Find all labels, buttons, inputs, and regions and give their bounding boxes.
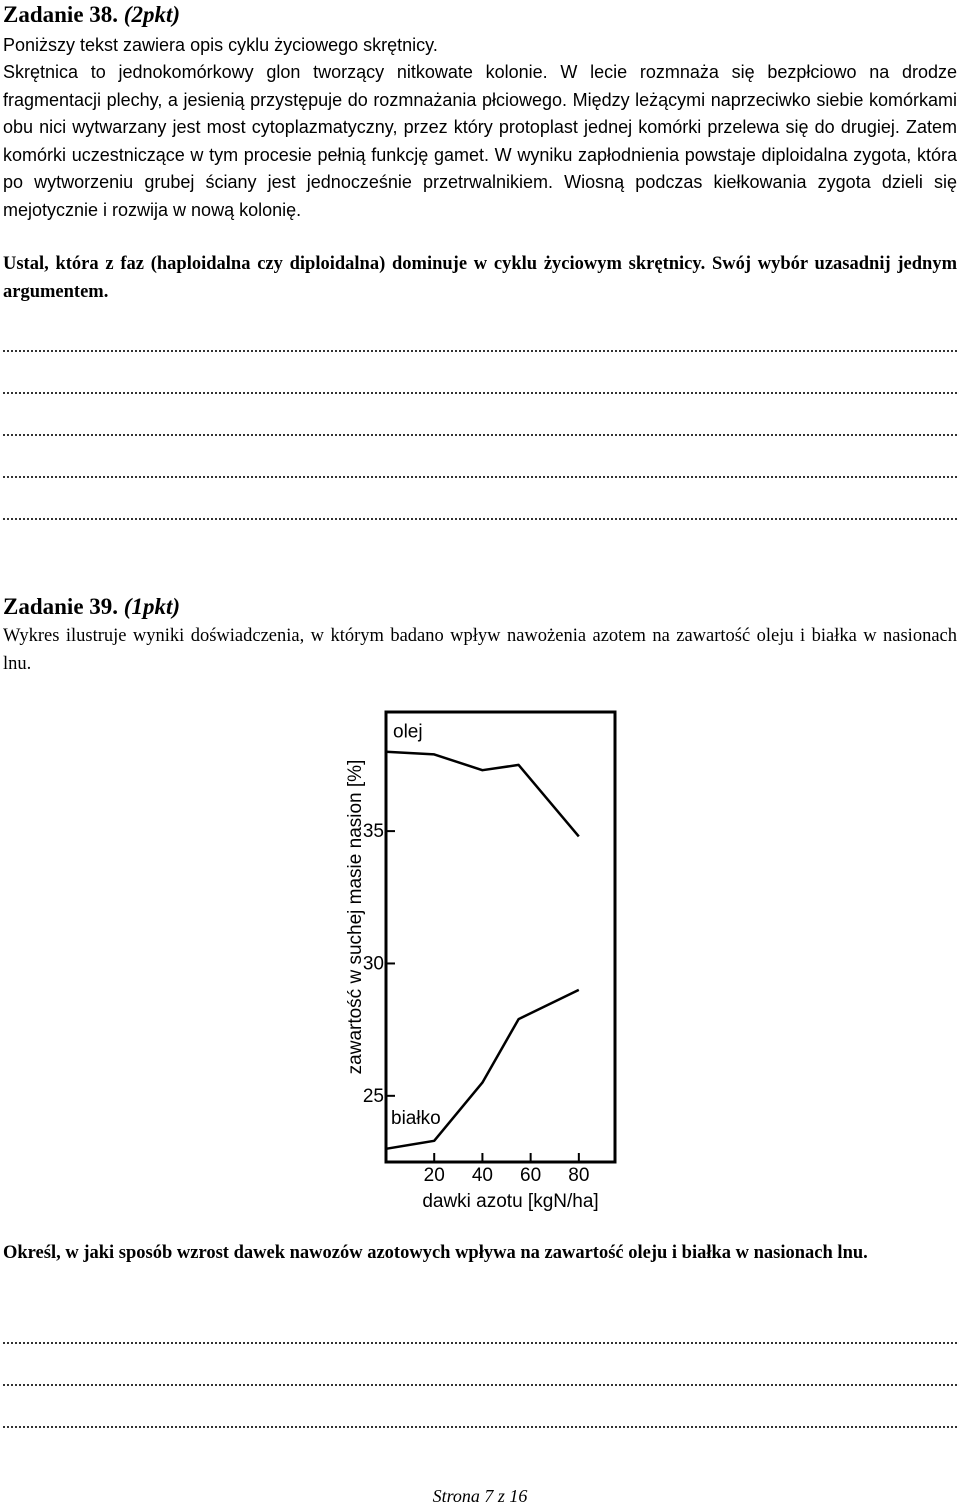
answer-line-39-2[interactable] (3, 1374, 957, 1386)
task-39-question: Określ, w jaki sposób wzrost dawek nawozów azotowych wpływa na zawartość oleju i białka w nasionach lnu. (3, 1243, 868, 1263)
nitrogen-chart (330, 700, 630, 1215)
x-tick-label-80: 80 (568, 1165, 590, 1186)
y-axis-label: zawartość w suchej masie nasion [%] (345, 759, 366, 1075)
x-tick-label-20: 20 (423, 1165, 445, 1186)
answer-line-38-5[interactable] (3, 508, 957, 520)
y-tick-label-30: 30 (362, 953, 384, 975)
task-39-heading (3, 594, 180, 620)
task-39-title: Zadanie 39. (3, 594, 119, 619)
x-tick-label-40: 40 (471, 1165, 493, 1186)
x-axis-label: dawki azotu [kgN/ha] (422, 1191, 599, 1212)
series-label-bialko: białko (391, 1107, 441, 1129)
page-number: Strona 7 z 16 (432, 1486, 528, 1506)
answer-line-39-1[interactable] (3, 1332, 957, 1344)
answer-line-38-1[interactable] (3, 340, 957, 352)
answer-line-38-2[interactable] (3, 382, 957, 394)
task-38-points: (2pkt) (123, 2, 180, 27)
task-38-text: Skrętnica to jednokomórkowy glon tworzący nitkowate kolonie. W lecie rozmnaża się bezpłciowo na drodze fragmentacji plechy, a jesienią przystępuje do rozmnażania płciowego. Między leżącymi naprzeciwko siebie komórkami obu nici wytwarzany jest most cytoplazmatyczny, przez który protoplast jednej komórki przelewa się do drugiej. Zatem komórki uczestniczące w tym procesie pełnią funkcję gamet. W wyniku zapłodnienia powstaje diploidalna zygota, która po wytworzeniu grubej ściany jest jednocześnie przetrwalnikiem. Wiosną podczas kiełkowania zygota dzieli się mejotycznie i rozwija w nową kolonię. (3, 62, 957, 220)
chart-svg (330, 700, 630, 1215)
plot-frame (386, 712, 615, 1162)
task-38-title: Zadanie 38. (3, 2, 119, 27)
answer-line-39-3[interactable] (3, 1416, 957, 1428)
task-38-heading (3, 2, 180, 28)
x-tick-label-60: 60 (520, 1165, 542, 1186)
y-tick-label-25: 25 (362, 1085, 384, 1107)
series-label-olej: olej (393, 721, 423, 743)
series-line-0 (386, 752, 579, 837)
y-tick-label-35: 35 (362, 821, 384, 843)
answer-line-38-3[interactable] (3, 424, 957, 436)
task-38-question: Ustal, która z faz (haploidalna czy diploidalna) dominuje w cyklu życiowym skrętnicy. Swój wybór uzasadnij jednym argumentem. (3, 254, 957, 302)
task-39-intro: Wykres ilustruje wyniki doświadczenia, w którym badano wpływ nawożenia azotem na zawartość oleju i białka w nasionach lnu. (3, 626, 957, 674)
task-38-intro: Poniższy tekst zawiera opis cyklu życiowego skrętnicy. (3, 35, 438, 55)
task-39-points: (1pkt) (123, 594, 180, 619)
answer-line-38-4[interactable] (3, 466, 957, 478)
